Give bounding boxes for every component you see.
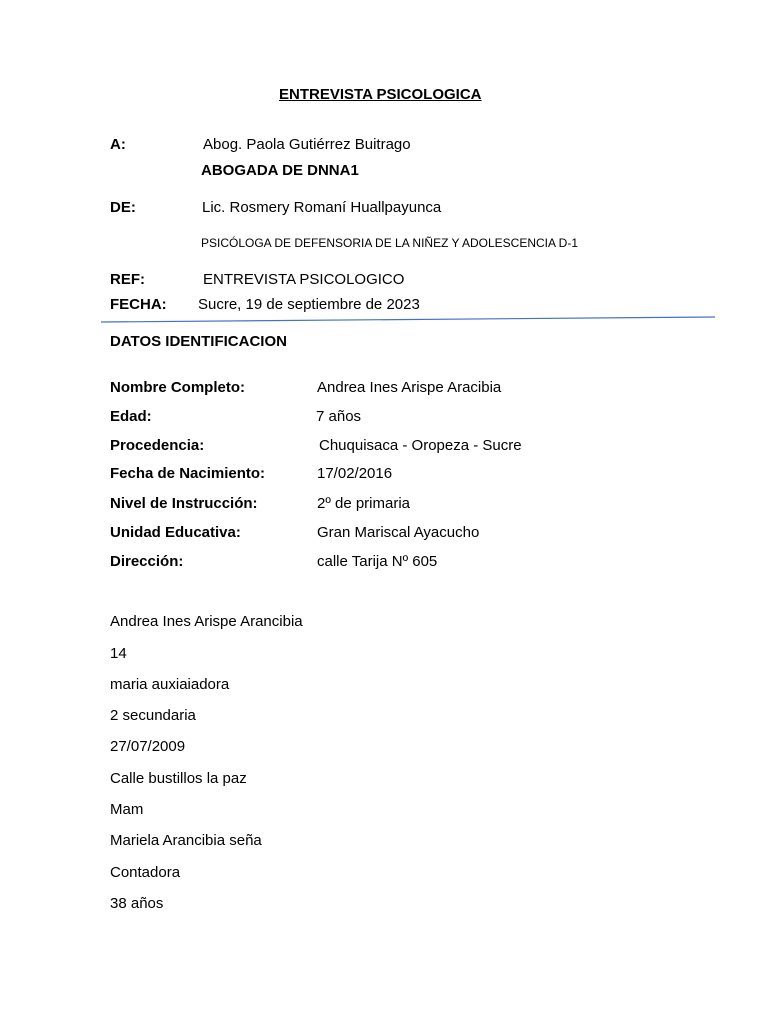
note-line: Mariela Arancibia seña	[110, 832, 262, 849]
field-label: Nivel de Instrucción:	[110, 495, 258, 512]
note-line: 27/07/2009	[110, 738, 186, 755]
note-line: 14	[110, 645, 127, 662]
note-line: Contadora	[110, 864, 181, 881]
ref-value: ENTREVISTA PSICOLOGICO	[203, 271, 405, 288]
ref-label: REF:	[110, 271, 145, 288]
date-value: Sucre, 19 de septiembre de 2023	[198, 296, 420, 313]
recipient-name: Abog. Paola Gutiérrez Buitrago	[203, 136, 411, 153]
field-value: Andrea Ines Arispe Aracibia	[317, 379, 502, 396]
field-label: Procedencia:	[110, 437, 205, 454]
field-value: 17/02/2016	[317, 465, 393, 482]
document-title: ENTREVISTA PSICOLOGICA	[279, 86, 482, 103]
section-title: DATOS IDENTIFICACION	[110, 333, 287, 350]
recipient-role: ABOGADA DE DNNA1	[201, 162, 359, 179]
field-value: calle Tarija Nº 605	[317, 553, 438, 570]
field-value: 7 años	[316, 408, 362, 425]
date-label: FECHA:	[110, 296, 167, 313]
sender-label: DE:	[110, 199, 136, 216]
field-value: 2º de primaria	[317, 495, 411, 512]
sender-name: Lic. Rosmery Romaní Huallpayunca	[202, 199, 442, 216]
field-value: Chuquisaca - Oropeza - Sucre	[319, 437, 522, 454]
note-line: Mam	[110, 801, 144, 818]
header-divider	[101, 312, 715, 324]
note-line: Calle bustillos la paz	[110, 770, 247, 787]
field-value: Gran Mariscal Ayacucho	[317, 524, 480, 541]
field-label: Fecha de Nacimiento:	[110, 465, 266, 482]
field-label: Unidad Educativa:	[110, 524, 241, 541]
note-line: 2 secundaria	[110, 707, 196, 724]
field-label: Dirección:	[110, 553, 184, 570]
note-line: Andrea Ines Arispe Arancibia	[110, 613, 303, 630]
recipient-label: A:	[110, 136, 126, 153]
note-line: 38 años	[110, 895, 164, 912]
field-label: Nombre Completo:	[110, 379, 245, 396]
field-label: Edad:	[110, 408, 152, 425]
note-line: maria auxiaiadora	[110, 676, 230, 693]
sender-role: PSICÓLOGA DE DEFENSORIA DE LA NIÑEZ Y ADOLESCENCIA D-1	[201, 236, 579, 250]
